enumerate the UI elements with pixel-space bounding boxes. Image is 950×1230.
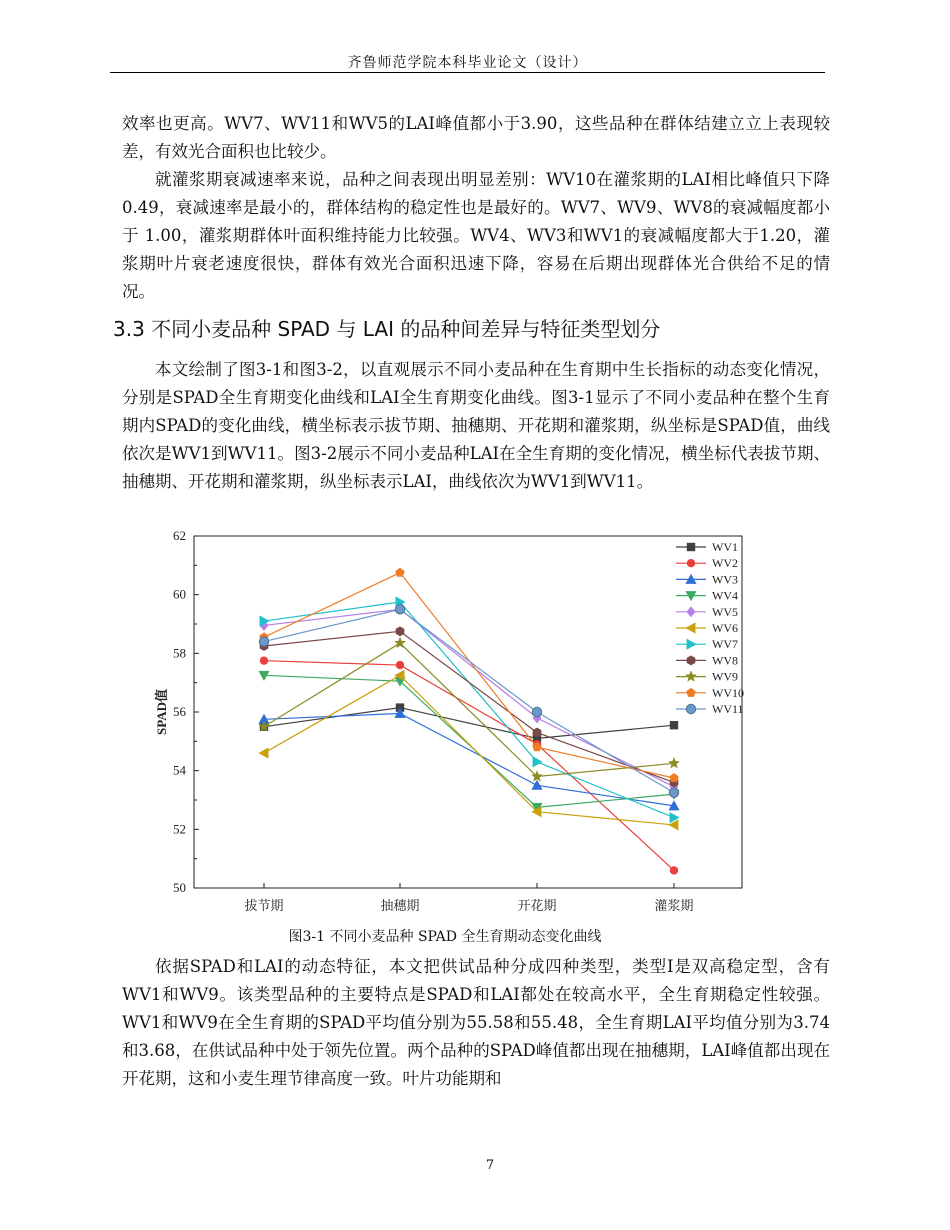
page-number: 7: [485, 1158, 495, 1173]
data-point-wv7: [533, 757, 542, 767]
legend-label: WV6: [712, 621, 738, 635]
y-axis-label: SPAD值: [154, 689, 169, 735]
data-point-wv8: [533, 728, 541, 737]
legend-label: WV2: [712, 556, 738, 571]
y-tick-label: 58: [173, 645, 186, 661]
figure-caption: 图3-1 不同小麦品种 SPAD 全生育期动态变化曲线: [288, 929, 602, 945]
series-line-wv1: [264, 708, 674, 739]
section-heading: 3.3 不同小麦品种 SPAD 与 LAI 的品种间差异与特征类型划分: [113, 317, 661, 341]
y-tick-label: 50: [173, 880, 186, 895]
data-point-wv6: [259, 748, 268, 758]
legend-label: WV4: [712, 588, 738, 603]
legend-marker: [686, 623, 695, 633]
series-line-wv2: [264, 661, 674, 871]
x-tick-label: 开花期: [517, 898, 557, 913]
series-line-wv8: [264, 631, 674, 782]
data-point-wv11: [532, 707, 541, 716]
plot-frame: [194, 536, 742, 888]
legend-marker: [686, 704, 695, 713]
y-tick-label: 56: [173, 704, 186, 719]
y-tick-label: 62: [173, 528, 186, 543]
legend-marker: [687, 559, 695, 567]
paragraph-4: 依据SPAD和LAI的动态特征，本文把供试品种分成四种类型，类型Ⅰ是双高稳定型，含有WV1和WV9。该类型品种的主要特点是SPAD和LAI都处在较高水平，全生育期稳定性较强。WV1和WV9在全生育期的SPAD平均值分别为55.58和55.48，全生育期LAI平均值分别为3.74和3.68，在供试品种中处于领先位置。两个品种的SPAD峰值都出现在抽穗期，LAI峰值都出现在开花期，这和小麦生理节律高度一致。叶片功能期和: [122, 957, 830, 1088]
legend-label: WV10: [712, 685, 744, 700]
data-point-wv11: [395, 605, 404, 614]
legend-label: WV11: [712, 702, 744, 716]
x-tick-label: 抽穗期: [380, 898, 420, 913]
legend-marker: [687, 543, 695, 551]
running-header: 齐鲁师范学院本科毕业论文（设计）: [347, 55, 588, 71]
y-tick-label: 60: [173, 586, 186, 602]
x-tick-label: 拔节期: [244, 898, 284, 913]
series-line-wv4: [264, 675, 674, 807]
data-point-wv2: [670, 866, 678, 874]
legend-marker: [686, 671, 697, 681]
series-line-wv10: [264, 573, 674, 778]
paragraph-1: 效率也更高。WV7、WV11和WV5的LAI峰值都小于3.90，这些品种在群体结建立立上表现较差，有效光合面积也比较少。: [122, 114, 830, 161]
y-tick-label: 54: [173, 762, 186, 778]
series-line-wv11: [264, 609, 674, 792]
legend-label: WV3: [712, 572, 738, 587]
y-tick-label: 52: [173, 821, 186, 837]
legend-marker: [687, 639, 696, 649]
spad-line-chart: [0, 525, 950, 920]
legend-label: WV7: [712, 637, 738, 652]
legend-marker: [687, 656, 695, 665]
data-point-wv2: [396, 661, 404, 669]
paragraph-3: 本文绘制了图3-1和图3-2，以直观展示不同小麦品种在生育期中生长指标的动态变化情况，分别是SPAD全生育期变化曲线和LAI全生育期变化曲线。图3-1显示了不同小麦品种在整个生育期内SPAD的变化曲线，横坐标表示拔节期、抽穗期、开花期和灌浆期，纵坐标是SPAD值，曲线依次是WV1到WV11。图3-2展示不同小麦品种LAI在全生育期的变化情况，横坐标代表拔节期、抽穗期、开花期和灌浆期，纵坐标表示LAI，曲线依次为WV1到WV11。: [122, 360, 830, 491]
legend-label: WV8: [712, 653, 738, 668]
data-point-wv2: [260, 656, 268, 664]
data-point-wv10: [670, 773, 679, 782]
data-point-wv11: [259, 637, 268, 646]
x-tick-label: 灌浆期: [654, 898, 694, 913]
legend-label: WV9: [712, 669, 738, 684]
legend-marker: [687, 688, 696, 697]
data-point-wv11: [669, 788, 678, 797]
legend-label: WV5: [712, 604, 738, 619]
header-rule: [110, 72, 825, 73]
paragraph-2: 就灌浆期衰减速率来说，品种之间表现出明显差别：WV10在灌浆期的LAI相比峰值只下降0.49，衰减速率是最小的，群体结构的稳定性也是最好的。WV7、WV9、WV8的衰减幅度都小于 1.00，灌浆期群体叶面积维持能力比较强。WV4、WV3和WV1的衰减幅度都大于1.20，灌浆期叶片衰老速度很快，群体有效光合面积迅速下降，容易在后期出现群体光合供给不足的情况。: [122, 170, 830, 301]
legend-marker: [687, 607, 695, 617]
legend-label: WV1: [712, 540, 738, 554]
data-point-wv9: [669, 758, 680, 768]
data-point-wv8: [396, 627, 404, 636]
data-point-wv10: [396, 568, 405, 577]
data-point-wv1: [670, 721, 678, 729]
